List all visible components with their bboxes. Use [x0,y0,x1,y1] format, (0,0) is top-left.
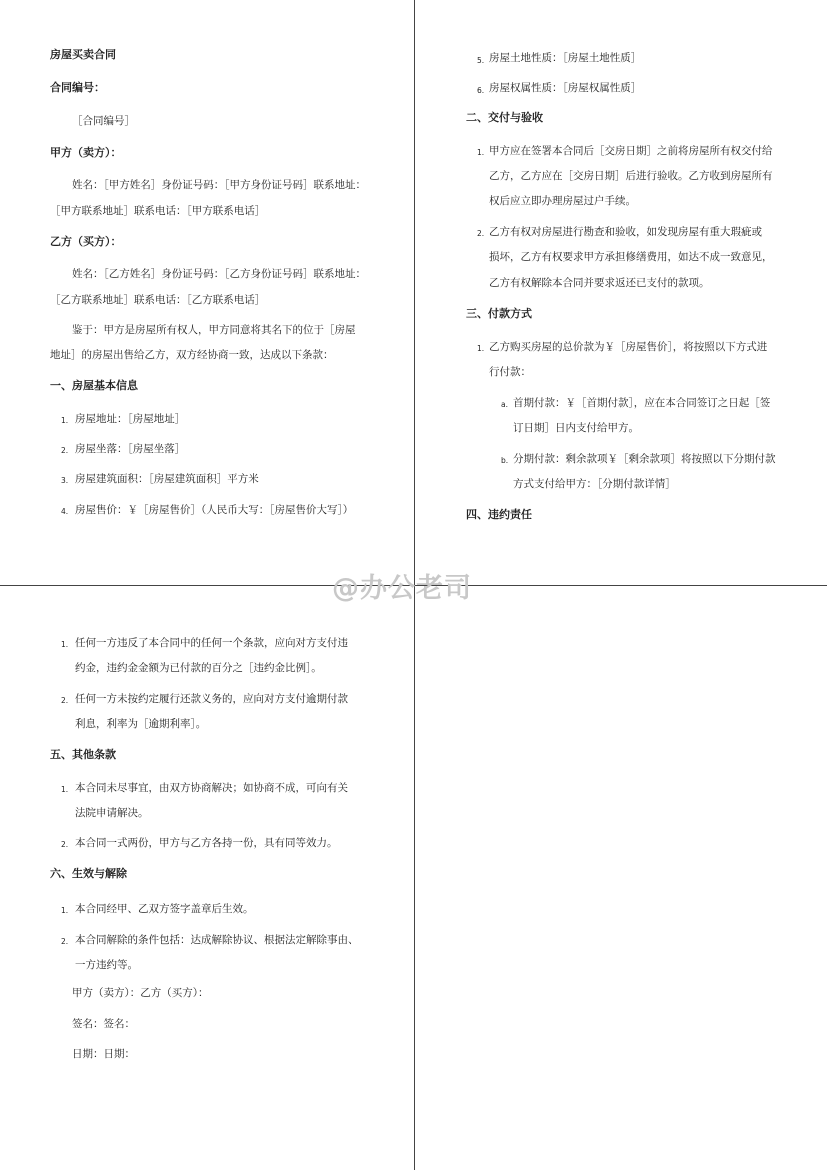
list-item-line: 本合同未尽事宜，由双方协商解决；如协商不成，可向有关 [75,782,348,794]
list-number: 4. [61,507,69,516]
signature-parties: 甲方（卖方）：乙方（买方）： [72,987,209,999]
list-number: 2. [61,696,69,705]
list-item: 房屋建筑面积：［房屋建筑面积］平方米 [75,473,259,485]
list-number: 1. [61,640,69,649]
list-item-line: 行付款： [489,366,531,378]
party-b-line-2: ［乙方联系地址］联系电话：［乙方联系电话］ [50,294,266,306]
list-item-line: 约金，违约金金额为已付款的百分之［违约金比例］。 [75,662,322,674]
list-number: 6. [477,86,485,95]
party-a-line-2: ［甲方联系地址］联系电话：［甲方联系电话］ [50,205,266,217]
list-item-line: 本合同一式两份，甲方与乙方各持一份，具有同等效力。 [75,837,338,849]
list-item: 房屋售价：￥［房屋售价］（人民币大写：［房屋售价大写］） [75,504,354,516]
list-number: 1. [61,785,69,794]
sublist-item-line: 方式支付给甲方：［分期付款详情］ [513,478,676,490]
sublist-item-line: 分期付款：剩余款项￥［剩余款项］将按照以下分期付款 [513,453,776,465]
list-item-line: 本合同解除的条件包括：达成解除协议、根据法定解除事由、 [75,934,359,946]
list-item-line: 乙方有权解除本合同并要求返还已支付的款项。 [489,277,710,289]
list-number: 2. [61,840,69,849]
preamble-line-1: 鉴于：甲方是房屋所有权人，甲方同意将其名下的位于［房屋 [72,324,356,336]
sublist-item-line: 首期付款：￥［首期付款］，应在本合同签订之日起［签 [513,397,771,409]
sublist-letter: a. [501,400,508,409]
list-item-line: 乙方，乙方应在［交房日期］后进行验收。乙方收到房屋所有 [489,170,773,182]
list-number: 1. [477,148,485,157]
list-number: 2. [61,937,69,946]
list-number: 2. [61,446,69,455]
list-number: 2. [477,229,485,238]
party-a-label: 甲方（卖方）： [50,146,122,159]
section-3-heading: 三、付款方式 [466,307,532,320]
signature-names: 签名：签名： [72,1018,135,1030]
party-a-line-1: 姓名：［甲方姓名］身份证号码：［甲方身份证号码］联系地址： [72,179,366,191]
list-item-line: 法院申请解决。 [75,807,149,819]
list-item-line: 本合同经甲、乙双方签字盖章后生效。 [75,903,254,915]
list-item-line: 损坏，乙方有权要求甲方承担修缮费用，如达不成一致意见， [489,251,773,263]
list-number: 1. [61,906,69,915]
list-number: 3. [61,476,69,485]
section-2-heading: 二、交付与验收 [466,111,543,124]
list-item-line: 任何一方违反了本合同中的任何一个条款，应向对方支付违 [75,637,348,649]
list-item-line: 一方违约等。 [75,959,138,971]
list-item-line: 利息，利率为［逾期利率］。 [75,718,207,730]
list-item-line: 任何一方未按约定履行还款义务的，应向对方支付逾期付款 [75,693,348,705]
document-title: 房屋买卖合同 [50,48,116,61]
section-4-heading: 四、违约责任 [466,508,532,521]
section-1-heading: 一、房屋基本信息 [50,379,138,392]
list-item: 房屋权属性质：［房屋权属性质］ [489,82,642,94]
section-5-heading: 五、其他条款 [50,748,116,761]
list-number: 5. [477,56,485,65]
list-item: 房屋坐落：［房屋坐落］ [75,443,186,455]
list-item: 房屋地址：［房屋地址］ [75,413,186,425]
list-number: 1. [477,344,485,353]
party-b-label: 乙方（买方）： [50,235,122,248]
list-item-line: 乙方购买房屋的总价款为￥［房屋售价］，将按照以下方式进 [489,341,768,353]
list-item-line: 甲方应在签署本合同后［交房日期］之前将房屋所有权交付给 [489,145,773,157]
list-number: 1. [61,416,69,425]
contract-number-label: 合同编号： [50,81,105,94]
list-item: 房屋土地性质：［房屋土地性质］ [489,52,642,64]
list-item-line: 权后应立即办理房屋过户手续。 [489,195,636,207]
party-b-line-1: 姓名：［乙方姓名］身份证号码：［乙方身份证号码］联系地址： [72,268,366,280]
sublist-letter: b. [501,456,509,465]
contract-number-value: ［合同编号］ [72,115,135,127]
preamble-line-2: 地址］的房屋出售给乙方，双方经协商一致，达成以下条款： [50,349,334,361]
list-item-line: 乙方有权对房屋进行勘查和验收，如发现房屋有重大瑕疵或 [489,226,762,238]
signature-dates: 日期：日期： [72,1048,135,1060]
sublist-item-line: 订日期］日内支付给甲方。 [513,422,639,434]
watermark: @办公老司 [332,573,472,604]
section-6-heading: 六、生效与解除 [50,867,127,880]
